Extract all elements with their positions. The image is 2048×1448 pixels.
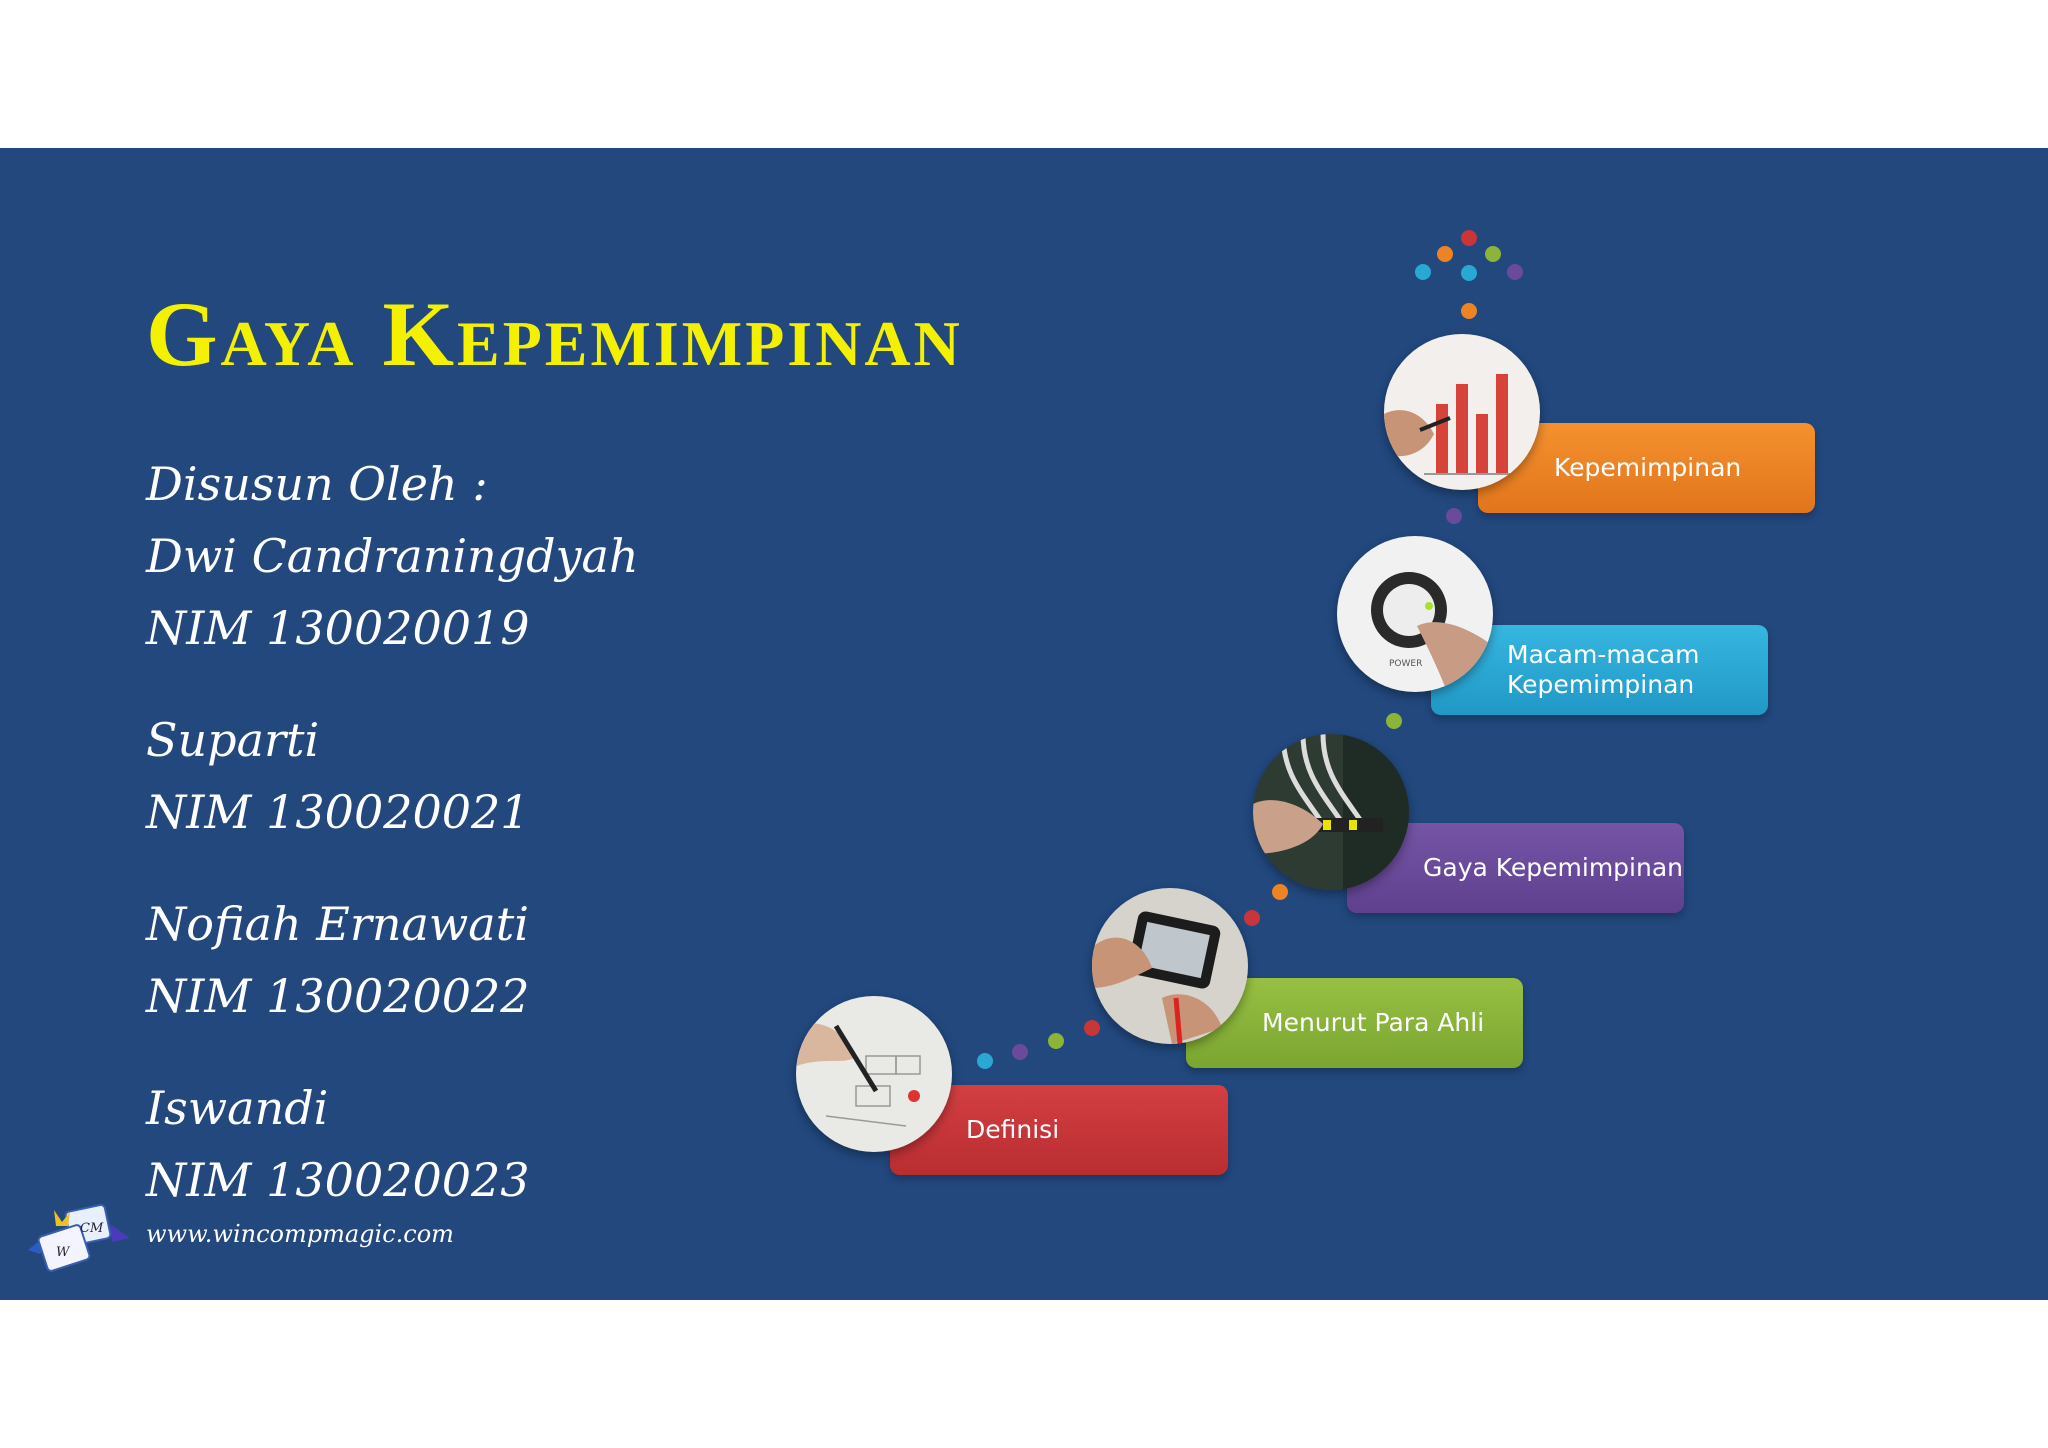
author-name: Dwi Candraningdyah [146,529,639,583]
slide [0,148,2048,1300]
path-dot [1386,713,1402,729]
website-url: www.wincompmagic.com [146,1220,454,1248]
svg-text:CM: CM [80,1221,104,1236]
author-name: Nofiah Ernawati [146,897,529,951]
sketch-hand-photo-icon [796,996,952,1152]
author-name: Suparti [146,713,320,767]
author-nim: NIM 130020021 [146,785,530,839]
cluster-dot [1507,264,1523,280]
author-heading: Disusun Oleh : [146,457,488,511]
tablet-hand-photo-icon [1092,888,1248,1044]
path-dot [1084,1020,1100,1036]
step-label: Gaya Kepemimpinan [1423,853,1684,882]
path-dot [1012,1044,1028,1060]
path-dot [1446,508,1462,524]
step-label: Definisi [966,1115,1060,1144]
step-label: Menurut Para Ahli [1262,1008,1485,1037]
svg-text:POWER: POWER [1389,659,1423,669]
cluster-dot [1461,265,1477,281]
step-label-line2: Kepemimpinan [1507,670,1695,699]
cluster-dot [1437,246,1453,262]
power-button-photo-icon [1337,536,1493,692]
author-nim: NIM 130020019 [146,601,530,655]
wincompmagic-logo-icon [20,1194,136,1284]
cluster-dot [1415,264,1431,280]
path-dot [1244,910,1260,926]
cluster-dot [1461,230,1477,246]
step-label-line1: Macam-macam [1507,640,1700,669]
slide-title: Gaya Kepemimpinan [146,283,963,385]
path-dot [977,1053,993,1069]
path-dot [1272,884,1288,900]
step-label: Kepemimpinan [1554,453,1742,482]
svg-text:W: W [56,1245,70,1260]
path-dot [1048,1033,1064,1049]
author-name: Iswandi [146,1081,329,1135]
cluster-dot [1485,246,1501,262]
bar-chart-photo-icon [1384,334,1540,490]
cluster-dot [1461,303,1477,319]
author-nim: NIM 130020023 [146,1153,530,1207]
author-list [146,448,846,1216]
cable-hand-photo-icon [1253,734,1409,890]
author-nim: NIM 130020022 [146,969,530,1023]
